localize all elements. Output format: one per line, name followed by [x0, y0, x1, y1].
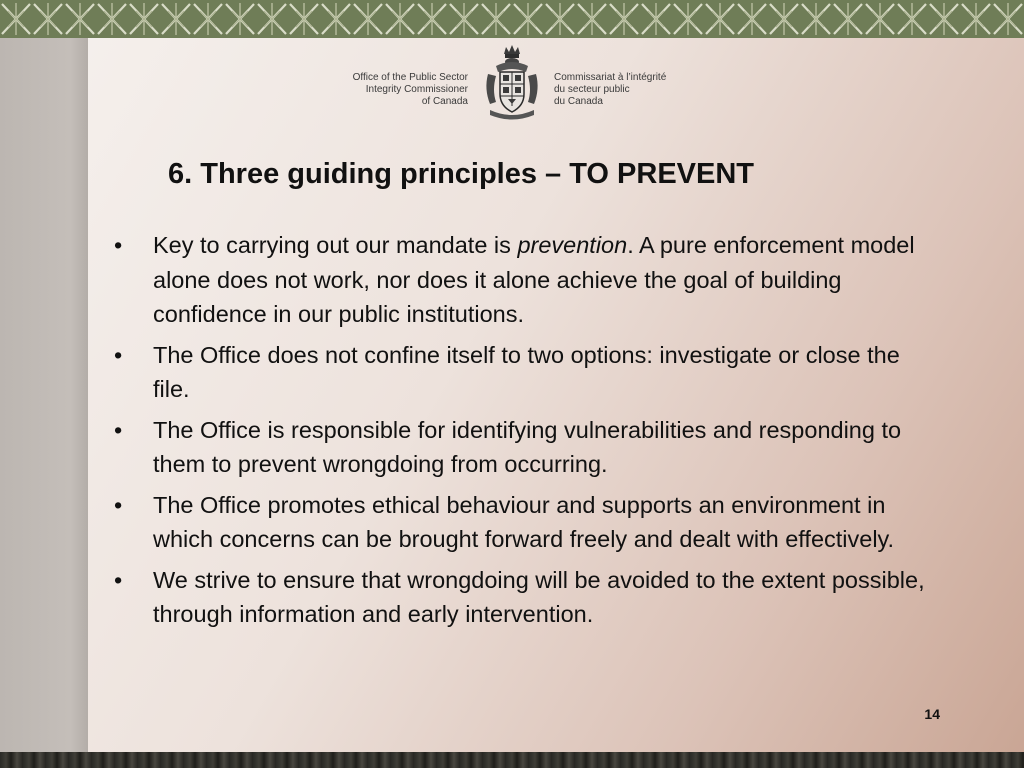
decorative-top-border [0, 0, 1024, 38]
decorative-bottom-border [0, 752, 1024, 768]
org-fr-line: du Canada [554, 96, 603, 107]
bullet-text: The Office does not confine itself to two options: investigate or close the file. [153, 341, 900, 402]
coat-of-arms-icon [482, 44, 542, 122]
org-en-line: Office of the Public Sector [352, 72, 468, 83]
bullet-text: Key to carrying out our mandate is [153, 232, 518, 258]
bullet-emphasis: prevention [517, 232, 628, 258]
org-en-line: of Canada [421, 96, 468, 107]
bullet-item [112, 338, 932, 407]
bullet-list [112, 228, 932, 638]
organization-name-english [328, 72, 468, 108]
bullet-text: . A pure enforcement model alone does not work, nor does it alone achieve the goal of building confidence in our public institutions. [153, 232, 915, 327]
org-fr-line: Commissariat à l’intégrité [554, 72, 667, 83]
bullet-item [112, 413, 932, 482]
organization-name-french [554, 72, 704, 108]
org-en-line: Integrity Commissioner [365, 84, 468, 95]
bullet-item [112, 228, 932, 332]
bullet-text: The Office promotes ethical behaviour and supports an environment in which concerns can be brought forward freely and dealt with effectively. [153, 491, 895, 552]
bullet-text: We strive to ensure that wrongdoing will be avoided to the extent possible, through information and early intervention. [153, 566, 925, 627]
bullet-item [112, 488, 932, 557]
bullet-icon: • [114, 416, 123, 443]
page-number: 14 [924, 706, 940, 722]
slide-title: 6. Three guiding principles – TO PREVENT [168, 158, 755, 190]
organization-header [340, 44, 700, 124]
bullet-icon: • [114, 232, 123, 258]
bullet-icon: • [114, 491, 123, 518]
left-side-bar [0, 38, 88, 752]
bullet-icon: • [114, 566, 123, 593]
bullet-icon: • [114, 341, 123, 368]
bullet-text: The Office is responsible for identifying vulnerabilities and responding to them to prevent wrongdoing from occurring. [153, 416, 902, 477]
bullet-item [112, 563, 932, 632]
org-fr-line: du secteur public [554, 84, 630, 95]
